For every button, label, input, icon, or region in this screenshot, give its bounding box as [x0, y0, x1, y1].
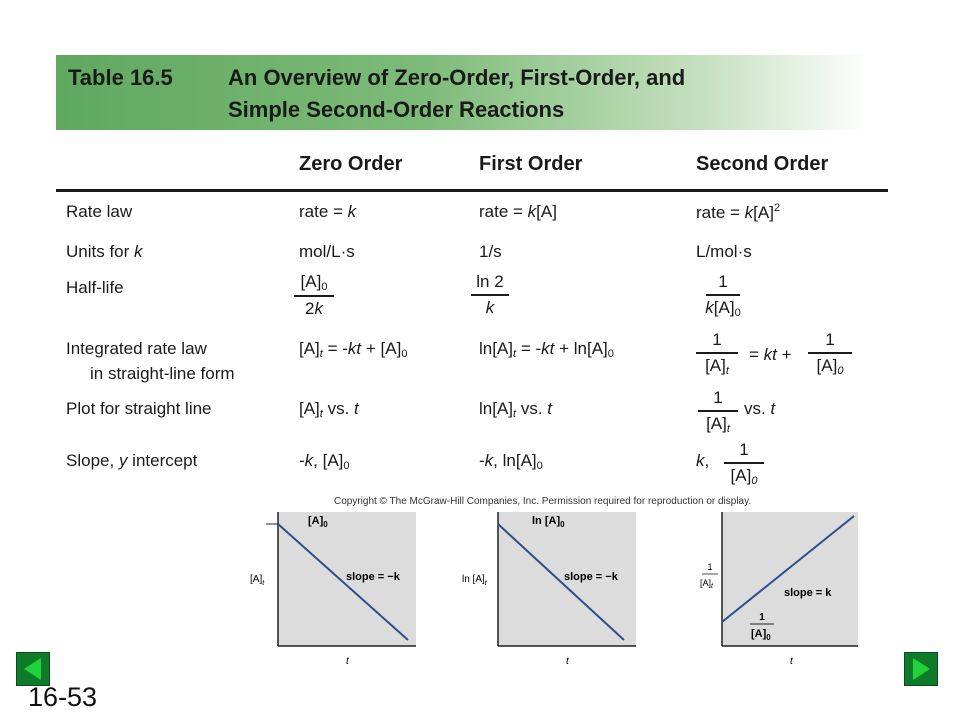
next-slide-button[interactable] — [904, 652, 938, 686]
intercept-den: $[A]_0$ — [751, 628, 771, 642]
row-label-units: Units for k — [66, 242, 143, 261]
plot-second-fraction: 1 $[A]_t$ — [698, 388, 738, 435]
row-label-half-life: Half-life — [66, 278, 124, 297]
graph-y-title: $[A]_0$ — [308, 515, 328, 529]
rate-law-second: rate = $k[A]^2$ — [696, 202, 781, 222]
rate-law-first: rate = k[A] — [479, 202, 557, 221]
x-axis-label: t — [790, 656, 793, 667]
zero-order-graph — [246, 510, 424, 670]
slope-second-fraction: 1 $[A]_0$ — [724, 440, 764, 487]
header-rule — [56, 189, 888, 192]
row-label-slope: Slope, y intercept — [66, 451, 198, 470]
slope-second-k: k, — [696, 451, 710, 470]
column-header-second-order: Second Order — [696, 153, 829, 175]
integrated-second-mid: = kt + — [749, 345, 792, 364]
half-life-second: 1 $k[A]_0$ — [705, 272, 741, 319]
units-first: 1/s — [479, 242, 502, 261]
previous-slide-button[interactable] — [16, 652, 50, 686]
units-second: L/mol·s — [696, 242, 752, 261]
graph-y-axis-num: 1 — [707, 562, 713, 572]
integrated-second-rhs: 1 $[A]_0$ — [808, 330, 852, 377]
plot-second-suffix: vs. t — [744, 399, 776, 418]
graph-y-axis-den: $[A]_t$ — [700, 578, 713, 590]
table-title-line-2: Simple Second-Order Reactions — [228, 97, 565, 122]
column-header-first-order: First Order — [479, 153, 583, 175]
first-order-graph — [460, 510, 640, 670]
half-life-zero: $[A]_0$ 2k — [294, 272, 334, 319]
second-order-graph — [694, 510, 864, 670]
plot-zero: $[A]_t$ vs. t — [299, 399, 359, 420]
column-header-zero-order: Zero Order — [299, 153, 403, 175]
x-axis-label: t — [566, 656, 569, 667]
integrated-first: $\ln[A]_t = -kt + \ln[A]_0$ — [479, 339, 614, 360]
row-label-rate-law: Rate law — [66, 202, 133, 221]
units-zero: mol/L·s — [299, 242, 355, 261]
table-title-banner — [56, 55, 870, 130]
table-title-line-1: An Overview of Zero-Order, First-Order, and — [228, 65, 686, 90]
slope-first: -k, $\ln[A]_0$ — [479, 451, 543, 472]
page-number: 16-53 — [28, 682, 98, 712]
graph-y-axis-label: $\ln [A]_t$ — [462, 574, 487, 587]
slope-label: slope = −k — [564, 571, 618, 583]
rate-law-zero: rate = k — [299, 202, 357, 221]
slope-label: slope = k — [784, 587, 832, 599]
left-arrow-icon — [17, 653, 49, 685]
integrated-zero: $[A]_t = -kt + [A]_0$ — [299, 339, 408, 360]
x-axis-label: t — [346, 656, 349, 667]
row-label-integrated-sub: in straight-line form — [90, 364, 235, 383]
slope-zero: -k, $[A]_0$ — [299, 451, 350, 472]
table-number: Table 16.5 — [68, 65, 173, 90]
copyright-notice: Copyright © The McGraw-Hill Companies, Inc. Permission required for reproduction or display. — [334, 496, 752, 507]
intercept-num: 1 — [759, 612, 765, 623]
row-label-integrated: Integrated rate law — [66, 339, 207, 358]
graph-background — [722, 512, 858, 646]
graph-y-axis-label: $[A]_t$ — [250, 574, 265, 587]
integrated-second-lhs: 1 $[A]_t$ — [696, 330, 738, 377]
slope-label: slope = −k — [346, 571, 400, 583]
plot-first: $\ln[A]_t$ vs. t — [479, 399, 552, 420]
graph-y-title: $\ln [A]_0$ — [532, 515, 565, 529]
right-arrow-icon — [905, 653, 937, 685]
row-label-plot: Plot for straight line — [66, 399, 212, 418]
half-life-first: ln 2 k — [471, 272, 509, 318]
